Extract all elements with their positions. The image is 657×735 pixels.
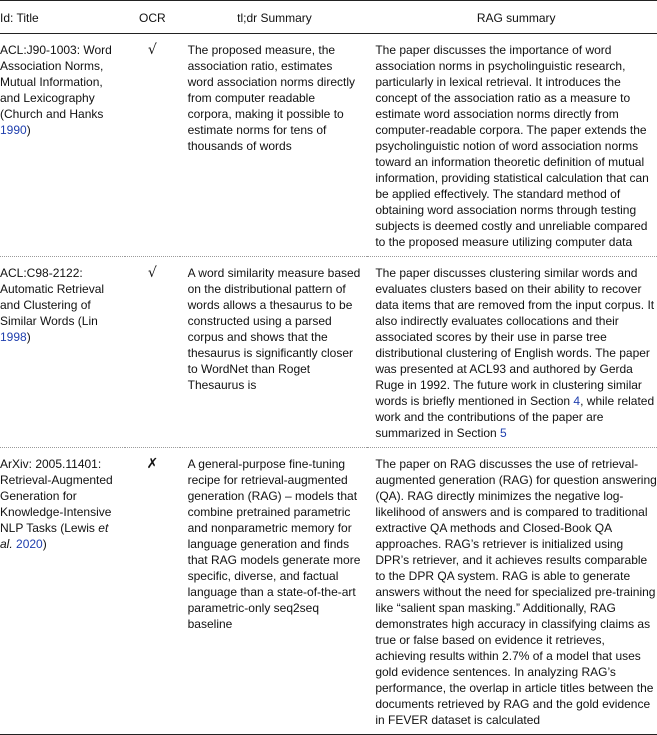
header-tldr-summary: tl;dr Summary — [180, 1, 368, 34]
checkmark-icon: √ — [147, 265, 157, 281]
citation-year-link[interactable]: 2020 — [16, 537, 43, 551]
header-ocr: OCR — [125, 1, 179, 34]
citation-close: ) — [26, 330, 31, 344]
rag-text-part-1: The paper discusses clustering similar words and evaluates clusters based on their ability to recover data items that are removed from the input corpus. It also indirectly evaluates collocations and their associated scores by their use in parse tree distributional clustering of English words. The paper was presented at ACL93 and authored by Gerda Ruge in 1992. The future work in clustering similar words is briefly mentioned in Section — [375, 266, 655, 408]
cell-ocr — [125, 34, 179, 257]
citation-close: ) — [42, 537, 47, 551]
cell-id-title — [0, 34, 125, 257]
header-row — [0, 1, 657, 34]
cell-ocr — [125, 257, 179, 448]
header-id-title: Id: Title — [0, 1, 125, 34]
paper-title: ArXiv: 2005.11401: Retrieval-Augmented Generation for Knowledge-Intensive NLP Tasks (Lewis — [0, 457, 113, 535]
cell-id-title — [0, 257, 125, 448]
table-row — [0, 34, 657, 257]
table-header — [0, 1, 657, 34]
cell-tldr: A general-purpose fine-tuning recipe for retrieval-augmented generation (RAG) – models that combine pretrained parametric and nonparametric memory for language generation and finds that RAG models generate more specific, diverse, and factual language than a state-of-the-art parametric-only seq2seq baseline — [187, 457, 361, 631]
section-5-link[interactable]: 5 — [500, 426, 507, 440]
header-rag-summary: RAG summary — [367, 1, 657, 34]
rag-text-part-2: , while related work and the contributions of the paper are summarized in Section — [375, 394, 655, 440]
paper-title: ACL:J90-1003: Word Association Norms, Mutual Information, and Lexicography (Church and Hanks — [0, 43, 112, 121]
cell-ocr — [125, 448, 179, 735]
citation-etal: et al. — [0, 521, 109, 551]
cell-rag: The paper discusses the importance of word association norms in psycholinguistic research, particularly in lexical retrieval. It introduces the concept of the association ratio as a measure to estimate word association norms directly from computer-readable corpora. The paper extends the psycholinguistic notion of word association norms toward an information theoretic definition of mutual information, providing statistical calculation that can be applied effectively. The standard method of obtaining word association norms through testing subjects is deemed costly and unreliable compared to the proposed measure utilizing computer data — [375, 43, 649, 249]
cell-tldr: A word similarity measure based on the distributional pattern of words allows a thesaurus to be constructed using a parsed corpus and shows that the thesaurus is significantly closer to WordNet than Roget Thesaurus is — [187, 266, 361, 392]
citation-close: ) — [26, 123, 31, 137]
section-4-link[interactable]: 4 — [573, 394, 581, 408]
checkmark-icon: √ — [147, 42, 157, 58]
cell-rag: The paper on RAG discusses the use of retrieval-augmented generation (RAG) for question answering (QA). RAG directly minimizes the negative log-likelihood of answers and is compared to traditional extractive QA methods and Closed-Book QA approaches. RAG’s retriever is initialized using DPR’s retriever, and it achieves results comparable to the DPR QA system. RAG is able to generate answers without the need for specialized pre-training like “salient span masking.” Additionally, RAG demonstrates high accuracy in classifying claims as true or false based on evidence it retrieves, achieving results within 2.7% of a model that uses gold evidence sentences. In analyzing RAG’s performance, the overlap in article titles between the documents retrieved by RAG and the gold evidence in FEVER dataset is calculated — [375, 457, 657, 727]
cross-mark-icon: ✗ — [146, 456, 159, 472]
paper-title: ACL:C98-2122: Automatic Retrieval and Clustering of Similar Words (Lin — [0, 266, 105, 328]
citation-year-link[interactable]: 1998 — [0, 330, 27, 344]
citation-year-link[interactable]: 1990 — [0, 123, 27, 137]
table-row — [0, 257, 657, 448]
cell-rag — [367, 257, 657, 448]
cell-tldr: The proposed measure, the association ratio, estimates word association norms directly from computer readable corpora, making it possible to estimate norms for tens of thousands of words — [187, 43, 356, 153]
table-body — [0, 34, 657, 735]
cell-id-title — [0, 448, 125, 735]
table-row — [0, 448, 657, 735]
